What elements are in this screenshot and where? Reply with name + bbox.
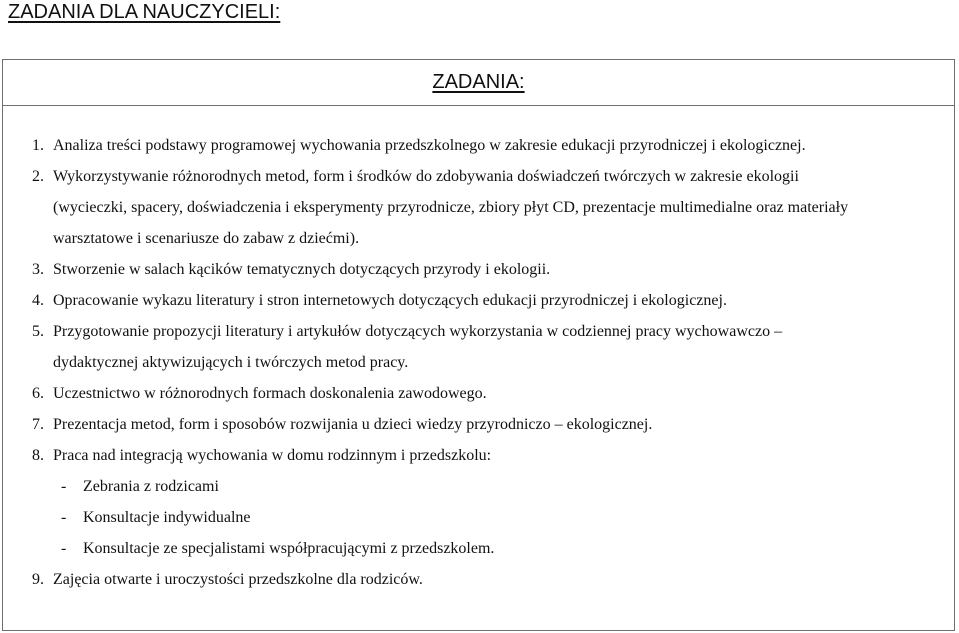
tasks-table xyxy=(2,59,955,631)
task-number: 9. xyxy=(32,571,44,588)
task-number: 7. xyxy=(32,416,44,433)
task-text-line: (wycieczki, spacery, doświadczenia i eksperymenty przyrodnicze, zbiory płyt CD, prezentacje multimedialne oraz materiały xyxy=(53,199,849,216)
task-text-line: dydaktycznej aktywizujących i twórczych metod pracy. xyxy=(53,354,409,371)
sub-item-dash: - xyxy=(61,509,67,526)
task-text-line: Opracowanie wykazu literatury i stron internetowych dotyczących edukacji przyrodniczej i ekologicznej. xyxy=(53,292,727,309)
sub-item-dash: - xyxy=(61,540,67,557)
table-header-cell xyxy=(3,60,954,106)
task-text-line: Stworzenie w salach kącików tematycznych dotyczących przyrody i ekologii. xyxy=(53,261,551,278)
task-number: 3. xyxy=(32,261,44,278)
task-text-line: Praca nad integracją wychowania w domu rodzinnym i przedszkolu: xyxy=(53,447,492,464)
task-text-line: Zajęcia otwarte i uroczystości przedszkolne dla rodziców. xyxy=(53,571,423,588)
task-text-line: Uczestnictwo w różnorodnych formach doskonalenia zawodowego. xyxy=(53,385,487,402)
document-title: ZADANIA DLA NAUCZYCIELI: xyxy=(8,1,281,23)
task-number: 4. xyxy=(32,292,44,309)
task-number: 8. xyxy=(32,447,44,464)
task-number: 5. xyxy=(32,323,44,340)
task-number: 6. xyxy=(32,385,44,402)
task-number: 1. xyxy=(32,137,44,154)
table-header-title: ZADANIA: xyxy=(432,71,525,93)
task-text-line: Analiza treści podstawy programowej wychowania przedszkolnego w zakresie edukacji przyrodniczej i ekologicznej. xyxy=(53,137,806,154)
sub-item-text: Konsultacje ze specjalistami współpracującymi z przedszkolem. xyxy=(83,540,495,557)
task-text-line: warsztatowe i scenariusze do zabaw z dziećmi). xyxy=(53,230,360,247)
sub-item-dash: - xyxy=(61,478,67,495)
task-text-line: Wykorzystywanie różnorodnych metod, form i środków do zdobywania doświadczeń twórczych w zakresie ekologii xyxy=(53,168,799,185)
task-text-line: Przygotowanie propozycji literatury i artykułów dotyczących wykorzystania w codziennej pracy wychowawczo – xyxy=(53,323,783,340)
sub-item-text: Zebrania z rodzicami xyxy=(83,478,219,495)
task-number: 2. xyxy=(32,168,44,185)
sub-item-text: Konsultacje indywidualne xyxy=(83,509,251,526)
task-text-line: Prezentacja metod, form i sposobów rozwijania u dzieci wiedzy przyrodniczo – ekologicznej. xyxy=(53,416,653,433)
